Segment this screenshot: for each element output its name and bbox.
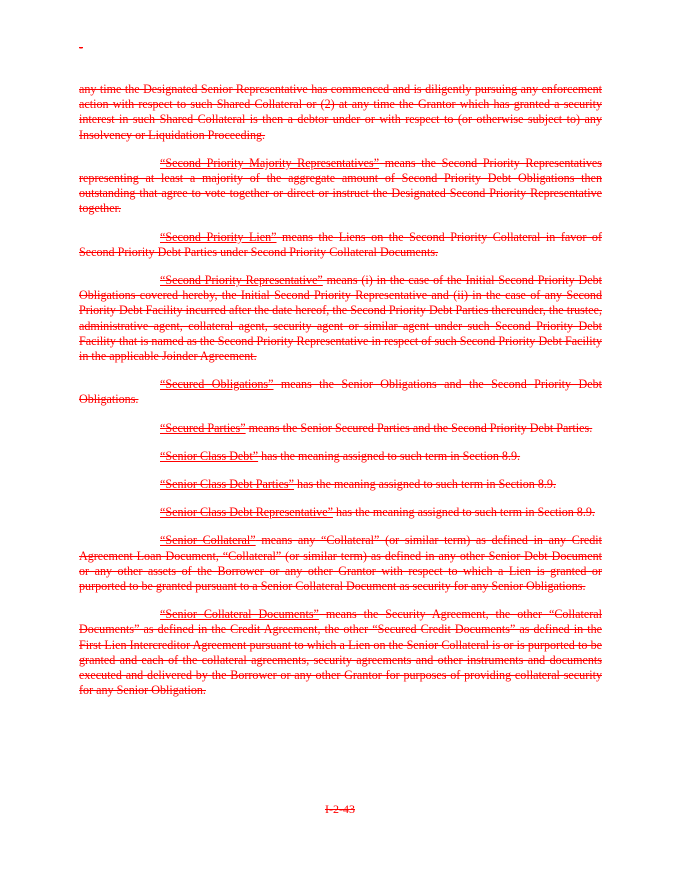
definition-text: means the Senior Obligations and the Second Priority Debt Obligations. [79,377,602,407]
page-number: I-2-43 [325,802,355,816]
definition-text: means the Second Priority Representatives representing at least a majority of the aggregate amount of Second Priority Debt Obligations then outstanding that agree to vote together or direct or instruct the Designated Second Priority Representative together. [79,155,602,216]
definition-text: has the meaning assigned to such term in Section 8.9. [332,505,595,520]
definition-senior-class-debt [79,449,602,464]
definition-secured-parties [79,421,602,436]
defined-term: “Second Priority Lien” [160,229,277,244]
definition-text: means the Senior Secured Parties and the Second Priority Debt Parties. [245,420,593,435]
definition-secured-obligations [79,377,602,407]
definition-text: means the Security Agreement, the other “Collateral Documents” as defined in the Credit Agreement, the other “Secured Credit Documents” as defined in the First Lien Intercreditor Agreement pursuant to which a Lien on the Senior Collateral is or is purported to be granted and each of the collateral agreements, security agreements and other instruments and documents executed and delivered by the Borrower or any other Grantor for purposes of providing collateral security for any Senior Obligation. [79,607,602,698]
definition-senior-collateral [79,533,602,594]
defined-term: “Senior Class Debt Representative” [160,505,333,520]
paragraph-continuation [79,82,602,143]
definition-second-priority-majority-representatives [79,156,602,217]
defined-term: “Senior Class Debt Parties” [160,477,295,492]
defined-term: “Second Priority Representative” [160,273,323,288]
definition-text: has the meaning assigned to such term in Section 8.9. [294,477,556,492]
definition-text: has the meaning assigned to such term in Section 8.9. [258,448,521,463]
definition-senior-class-debt-representative [79,505,602,520]
defined-term: “Senior Class Debt” [160,448,259,463]
definition-second-priority-lien [79,230,602,260]
corner-mark: - [79,40,83,54]
definition-text: means (i) in the case of the Initial Second Priority Debt Obligations covered hereby, the Initial Second Priority Representative and (ii) in the case of any Second Priority Debt Facility incurred after the date hereof, the Second Priority Debt Parties thereunder, the trustee, administrative agent, collateral agent, security agent or similar agent under such Second Priority Debt Facility that is named as the Second Priority Representative in respect of such Second Priority Debt Facility in the applicable Joinder Agreement. [79,273,602,364]
defined-term: “Secured Parties” [160,420,246,435]
document-body [79,82,602,712]
defined-term: “Second Priority Majority Representatives” [160,155,380,170]
definition-second-priority-representative [79,273,602,364]
definition-text: means any “Collateral” (or similar term) as defined in any Credit Agreement Loan Document, “Collateral” (or similar term) as defined in any other Senior Debt Document or any other assets of the Borrower or any other Grantor with respect to which a Lien is granted or purported to be granted pursuant to a Senior Collateral Document as security for any Senior Obligations. [79,533,602,594]
defined-term: “Senior Collateral” [160,533,256,548]
defined-term: “Senior Collateral Documents” [160,607,319,622]
definition-senior-collateral-documents [79,607,602,698]
defined-term: “Secured Obligations” [160,377,274,392]
paragraph-text: any time the Designated Senior Representative has commenced and is diligently pursuing any enforcement action with respect to such Shared Collateral or (2) at any time the Grantor which has granted a security interest in such Shared Collateral is then a debtor under or with respect to (or otherwise subject to) any Insolvency or Liquidation Proceeding. [79,82,602,142]
definition-senior-class-debt-parties [79,477,602,492]
definition-text: means the Liens on the Second Priority Collateral in favor of Second Priority Debt Parties under Second Priority Collateral Documents. [79,229,602,259]
